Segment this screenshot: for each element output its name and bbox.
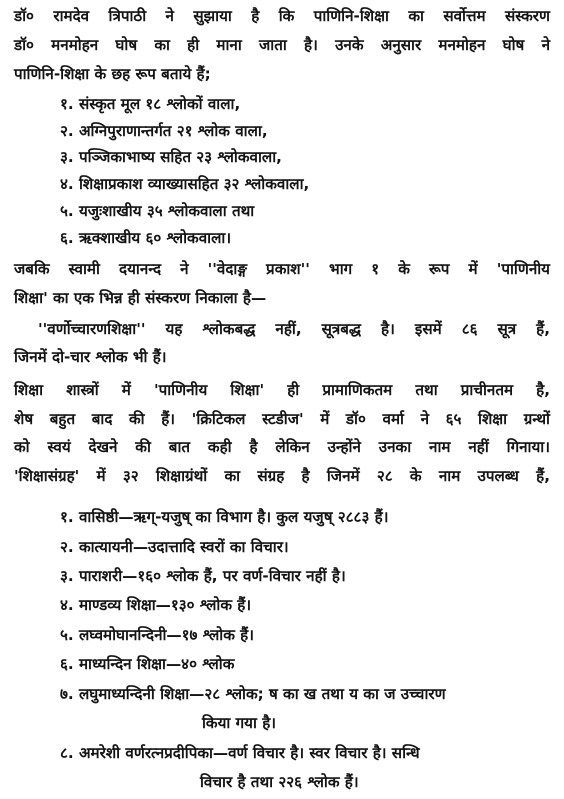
list1-item-1: १. संस्कृत मूल १८ श्लोकों वाला,: [60, 95, 241, 113]
para4-line-2: शेष बहुत बाद की हैं। 'क्रिटिकल स्टडीज' में डॉ० वर्मा ने ६५ शिक्षा ग्रन्थों: [14, 410, 550, 428]
list1-item-4: ४. शिक्षाप्रकाश व्याख्यासहित ३२ श्लोकवाला,: [60, 175, 310, 193]
list2-item-7: ७. लघुमाध्यन्दिनी शिक्षा—२८ श्लोक; ष का ख तथा य का ज उच्चारण: [60, 685, 446, 703]
list1-item-5: ५. यजुःशाखीय ३५ श्लोकवाला तथा: [60, 202, 255, 220]
para2-line-1: जबकि स्वामी दयानन्द ने ''वेदाङ्ग प्रकाश'' भाग १ के रूप में 'पाणिनीय: [14, 260, 550, 278]
list1-item-3: ३. पञ्जिकाभाष्य सहित २३ श्लोकवाला,: [60, 148, 282, 166]
para4-line-4: 'शिक्षासंग्रह' में ३२ शिक्षाग्रंथों का संग्रह है जिनमें २८ के नाम उपलब्ध हैं,: [14, 467, 550, 485]
para1-line-3: पाणिनि-शिक्षा के छह रूप बताये हैं;: [14, 65, 211, 83]
list2-item-8-continuation: विचार है तथा २२६ श्लोक हैं।: [200, 773, 359, 791]
list2-item-3: ३. पाराशरी—१६० श्लोक हैं, पर वर्ण-विचार नहीं है।: [60, 567, 346, 585]
list2-item-8: ८. अमरेशी वर्णरत्नप्रदीपिका—वर्ण विचार है। स्वर विचार है। सन्धि: [60, 744, 420, 762]
para3-line-2: जिनमें दो-चार श्लोक भी हैं।: [14, 348, 167, 366]
list2-item-4: ४. माण्डव्य शिक्षा—१३० श्लोक हैं।: [60, 596, 252, 614]
para4-line-1: शिक्षा शास्त्रों में 'पाणिनीय शिक्षा' ही प्रामाणिकतम तथा प्राचीनतम है,: [14, 381, 550, 399]
list1-item-6: ६. ऋक्शाखीय ६० श्लोकवाला।: [60, 229, 232, 247]
list1-item-2: २. अग्निपुराणान्तर्गत २१ श्लोक वाला,: [60, 122, 268, 140]
list2-item-1: १. वासिष्ठी—ऋग्-यजुष् का विभाग है। कुल यजुष् २८८३ हैं।: [60, 508, 389, 526]
list2-item-7-continuation: किया गया है।: [202, 714, 277, 732]
para3-line-1: ''वर्णोच्चारणशिक्षा'' यह श्लोकबद्ध नहीं, सूत्रबद्ध है। इसमें ८६ सूत्र हैं,: [38, 320, 550, 338]
para1-line-2: डॉ० मनमोहन घोष का ही माना जाता है। उनके अनुसार मनमोहन घोष ने: [14, 36, 550, 54]
list2-item-5: ५. लघ्वमोघानन्दिनी—१७ श्लोक हैं।: [60, 626, 254, 644]
para1-line-1: डॉ० रामदेव त्रिपाठी ने सुझाया है कि पाणिनि-शिक्षा का सर्वोत्तम संस्करण: [14, 7, 550, 25]
list2-item-2: २. कात्यायनी—उदात्तादि स्वरों का विचार।: [60, 538, 289, 556]
para4-line-3: को स्वयं देखने की बात कही है लेकिन उन्होंने उनका नाम नहीं गिनाया।: [14, 438, 550, 456]
list2-item-6: ६. माध्यन्दिन शिक्षा—४० श्लोक: [60, 655, 235, 673]
para2-line-2: शिक्षा' का एक भिन्न ही संस्करण निकाला है—: [14, 289, 267, 307]
